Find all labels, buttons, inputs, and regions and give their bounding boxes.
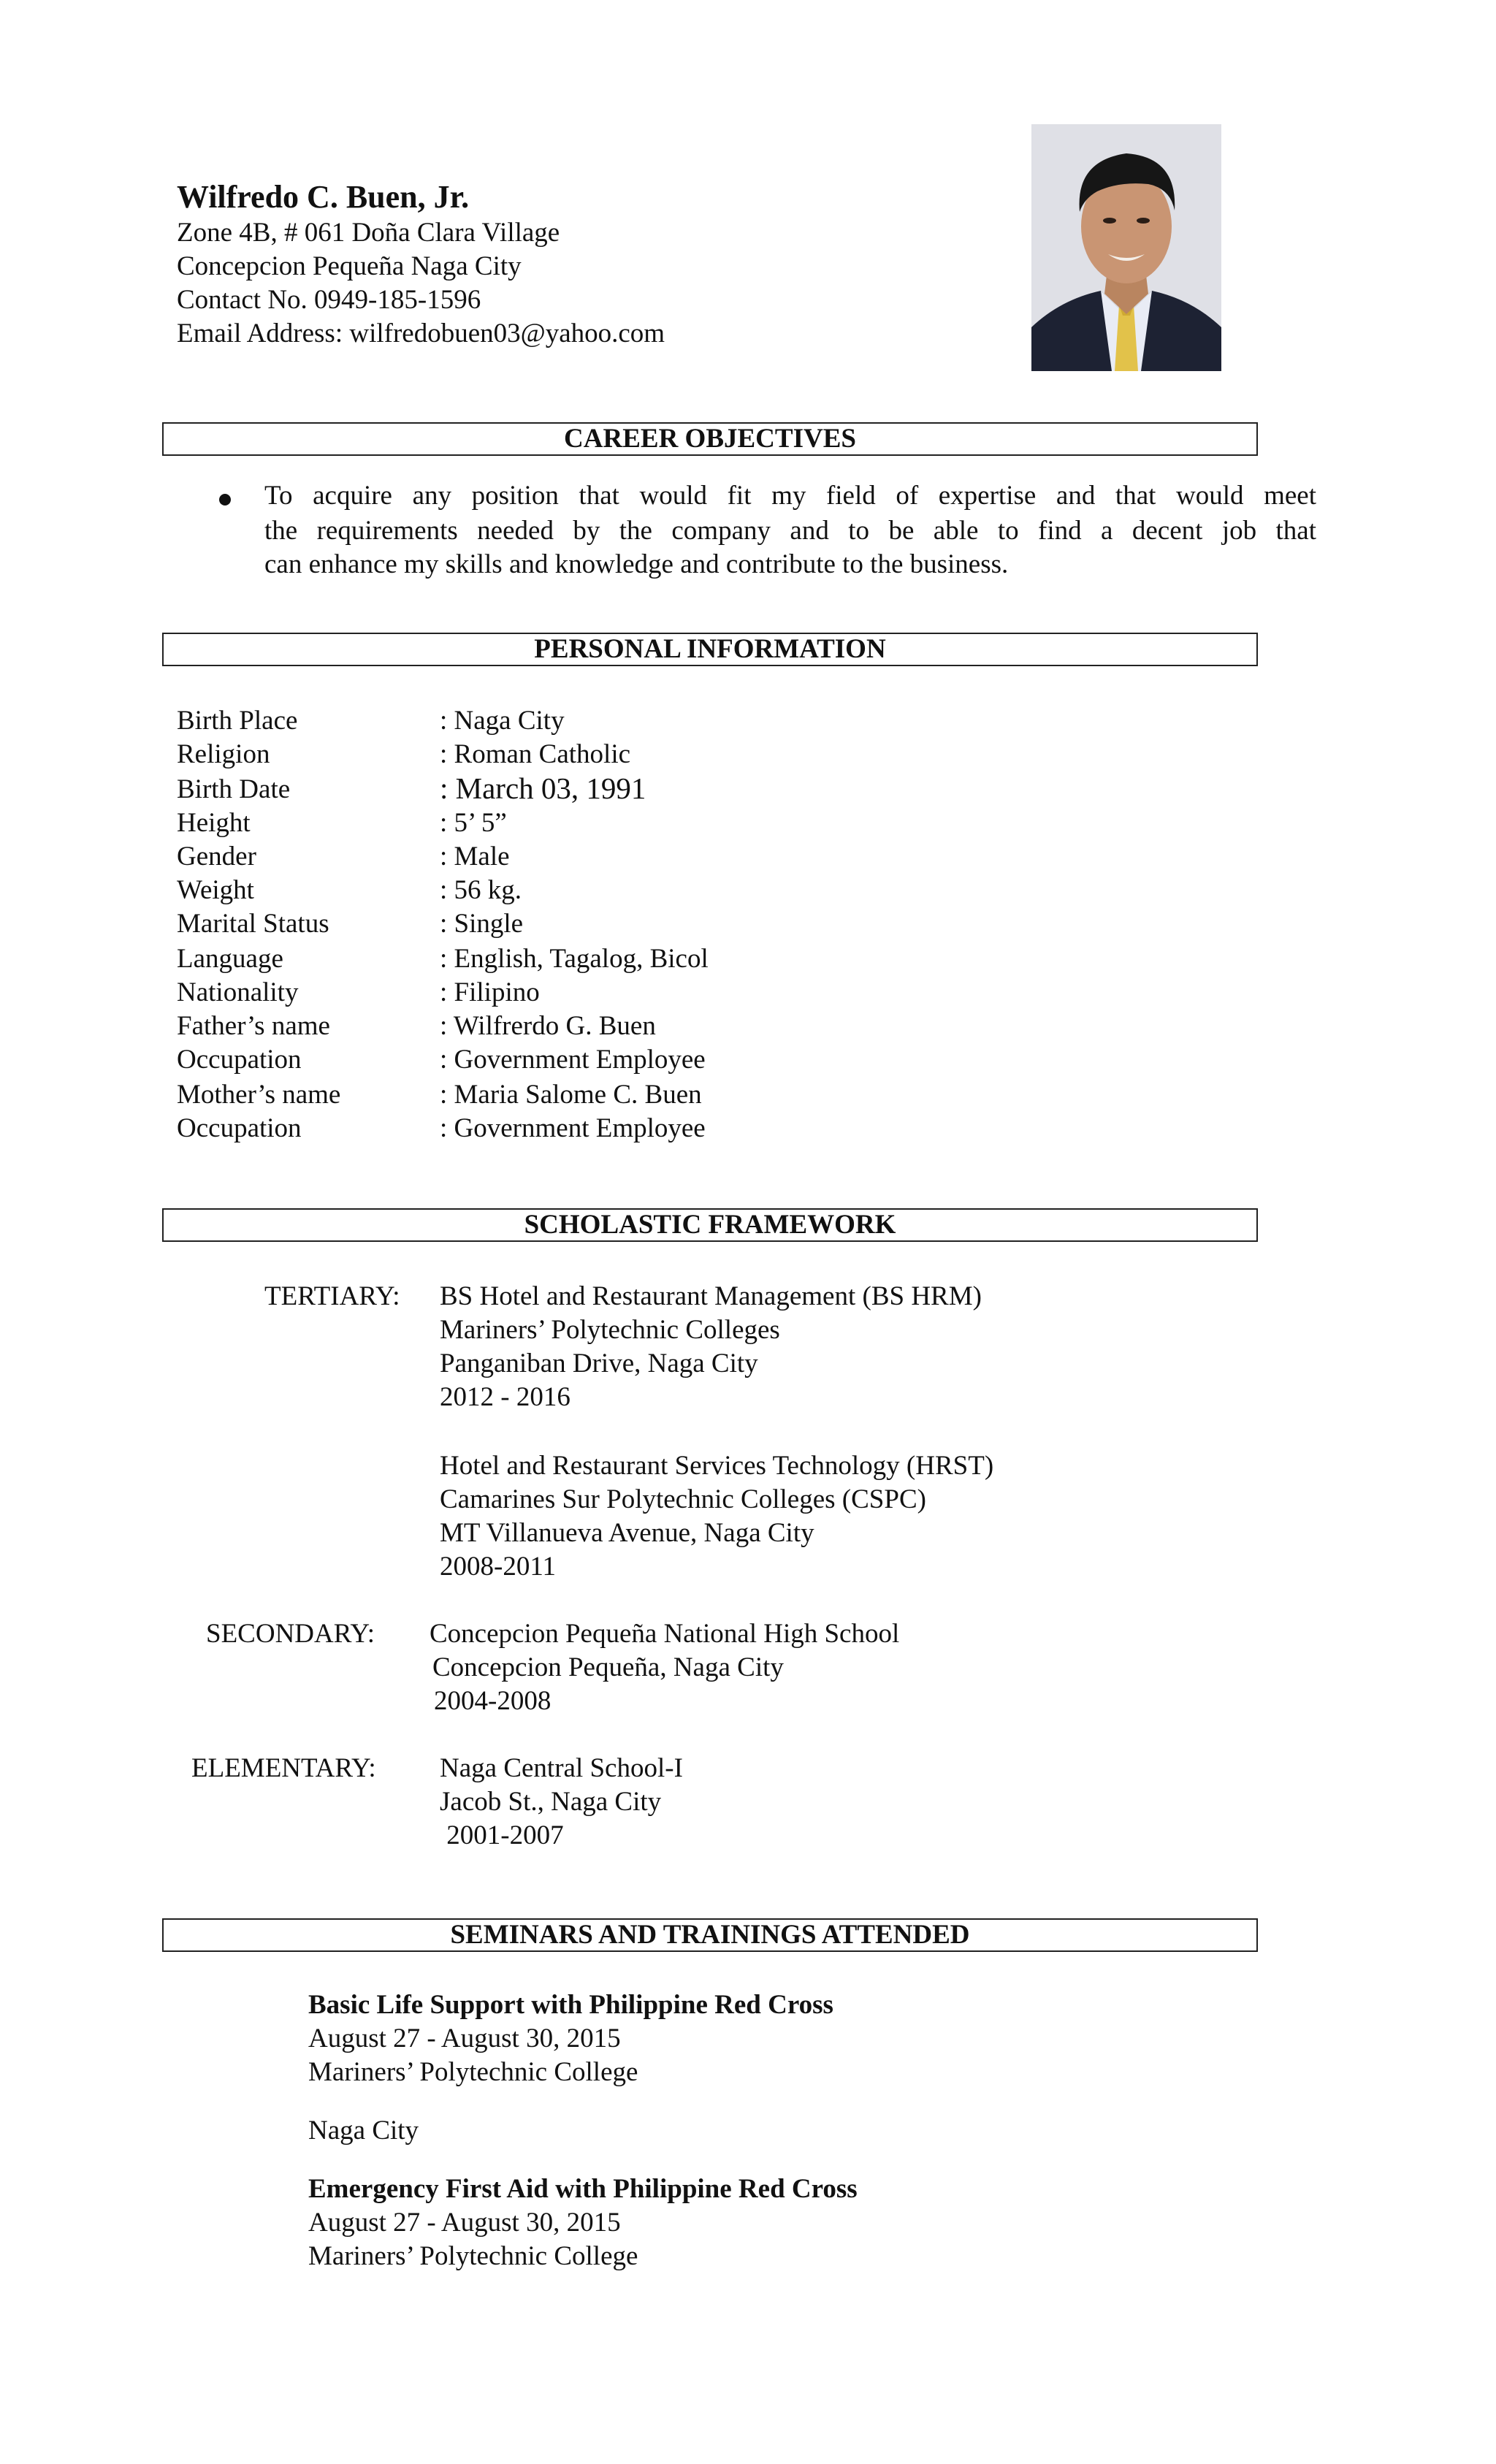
info-value: : Government Employee	[440, 1113, 706, 1143]
school-years: 2008-2011	[440, 1552, 556, 1582]
school-address: MT Villanueva Avenue, Naga City	[440, 1518, 814, 1548]
info-label: Height	[177, 808, 251, 838]
objective-line-3: can enhance my skills and knowledge and contribute to the business.	[264, 549, 1009, 579]
info-value: : Male	[440, 842, 510, 871]
school-address: Concepcion Pequeña, Naga City	[432, 1652, 784, 1682]
info-value: : March 03, 1991	[440, 771, 646, 805]
school-name: Concepcion Pequeña National High School	[430, 1619, 900, 1649]
info-label: Gender	[177, 842, 256, 871]
seminar-venue: Mariners’ Polytechnic College	[308, 2241, 638, 2271]
email-address: Email Address: wilfredobuen03@yahoo.com	[177, 319, 665, 348]
section-heading-career-objectives: CAREER OBJECTIVES	[162, 422, 1258, 456]
objective-line-1: To acquire any position that would fit my field of expertise and that would meet	[264, 481, 1316, 511]
address-line-1: Zone 4B, # 061 Doña Clara Village	[177, 218, 560, 248]
applicant-photo	[1031, 124, 1221, 371]
objective-line-2: the requirements needed by the company and to be able to find a decent job that	[264, 516, 1316, 546]
info-label: Nationality	[177, 977, 299, 1007]
school-address: Jacob St., Naga City	[440, 1787, 662, 1817]
seminar-date: August 27 - August 30, 2015	[308, 2024, 621, 2053]
info-label: Weight	[177, 875, 254, 905]
section-heading-seminars: SEMINARS AND TRAININGS ATTENDED	[162, 1918, 1258, 1952]
school-course: Hotel and Restaurant Services Technology (HRST)	[440, 1451, 994, 1481]
info-label: Language	[177, 944, 283, 974]
school-years: 2004-2008	[434, 1686, 552, 1716]
seminar-title: Emergency First Aid with Philippine Red Cross	[308, 2174, 858, 2204]
school-name: Naga Central School-I	[440, 1753, 683, 1783]
info-label: Marital Status	[177, 909, 329, 939]
info-label: Occupation	[177, 1113, 302, 1143]
school-years: 2001-2007	[440, 1820, 564, 1850]
info-label: Birth Place	[177, 706, 298, 736]
school-name: Mariners’ Polytechnic Colleges	[440, 1315, 780, 1345]
info-value: : Wilfrerdo G. Buen	[440, 1011, 656, 1041]
bullet-icon	[219, 494, 231, 506]
info-label: Father’s name	[177, 1011, 330, 1041]
seminar-venue: Mariners’ Polytechnic College	[308, 2057, 638, 2087]
address-line-2: Concepcion Pequeña Naga City	[177, 251, 522, 281]
info-value: : Government Employee	[440, 1045, 706, 1075]
info-value: : Roman Catholic	[440, 739, 631, 769]
info-value: : English, Tagalog, Bicol	[440, 944, 709, 974]
tertiary-label: TERTIARY:	[264, 1281, 400, 1311]
elementary-label: ELEMENTARY:	[191, 1753, 376, 1783]
school-address: Panganiban Drive, Naga City	[440, 1349, 758, 1378]
school-course: BS Hotel and Restaurant Management (BS HRM)	[440, 1281, 982, 1311]
info-label: Mother’s name	[177, 1080, 341, 1110]
info-label: Birth Date	[177, 774, 291, 804]
school-years: 2012 - 2016	[440, 1382, 570, 1412]
info-value: : Maria Salome C. Buen	[440, 1080, 702, 1110]
info-value: : 5’ 5”	[440, 808, 507, 838]
info-label: Occupation	[177, 1045, 302, 1075]
info-value: : Single	[440, 909, 524, 939]
seminar-city: Naga City	[308, 2116, 419, 2145]
secondary-label: SECONDARY:	[206, 1619, 375, 1649]
info-value: : 56 kg.	[440, 875, 522, 905]
school-name: Camarines Sur Polytechnic Colleges (CSPC)	[440, 1484, 926, 1514]
seminar-title: Basic Life Support with Philippine Red Cross	[308, 1990, 833, 2020]
section-heading-personal-information: PERSONAL INFORMATION	[162, 633, 1258, 666]
seminar-date: August 27 - August 30, 2015	[308, 2208, 621, 2238]
info-value: : Naga City	[440, 706, 565, 736]
info-label: Religion	[177, 739, 270, 769]
contact-number: Contact No. 0949-185-1596	[177, 285, 481, 315]
info-value: : Filipino	[440, 977, 540, 1007]
applicant-name: Wilfredo C. Buen, Jr.	[177, 179, 470, 215]
section-heading-scholastic-framework: SCHOLASTIC FRAMEWORK	[162, 1208, 1258, 1242]
